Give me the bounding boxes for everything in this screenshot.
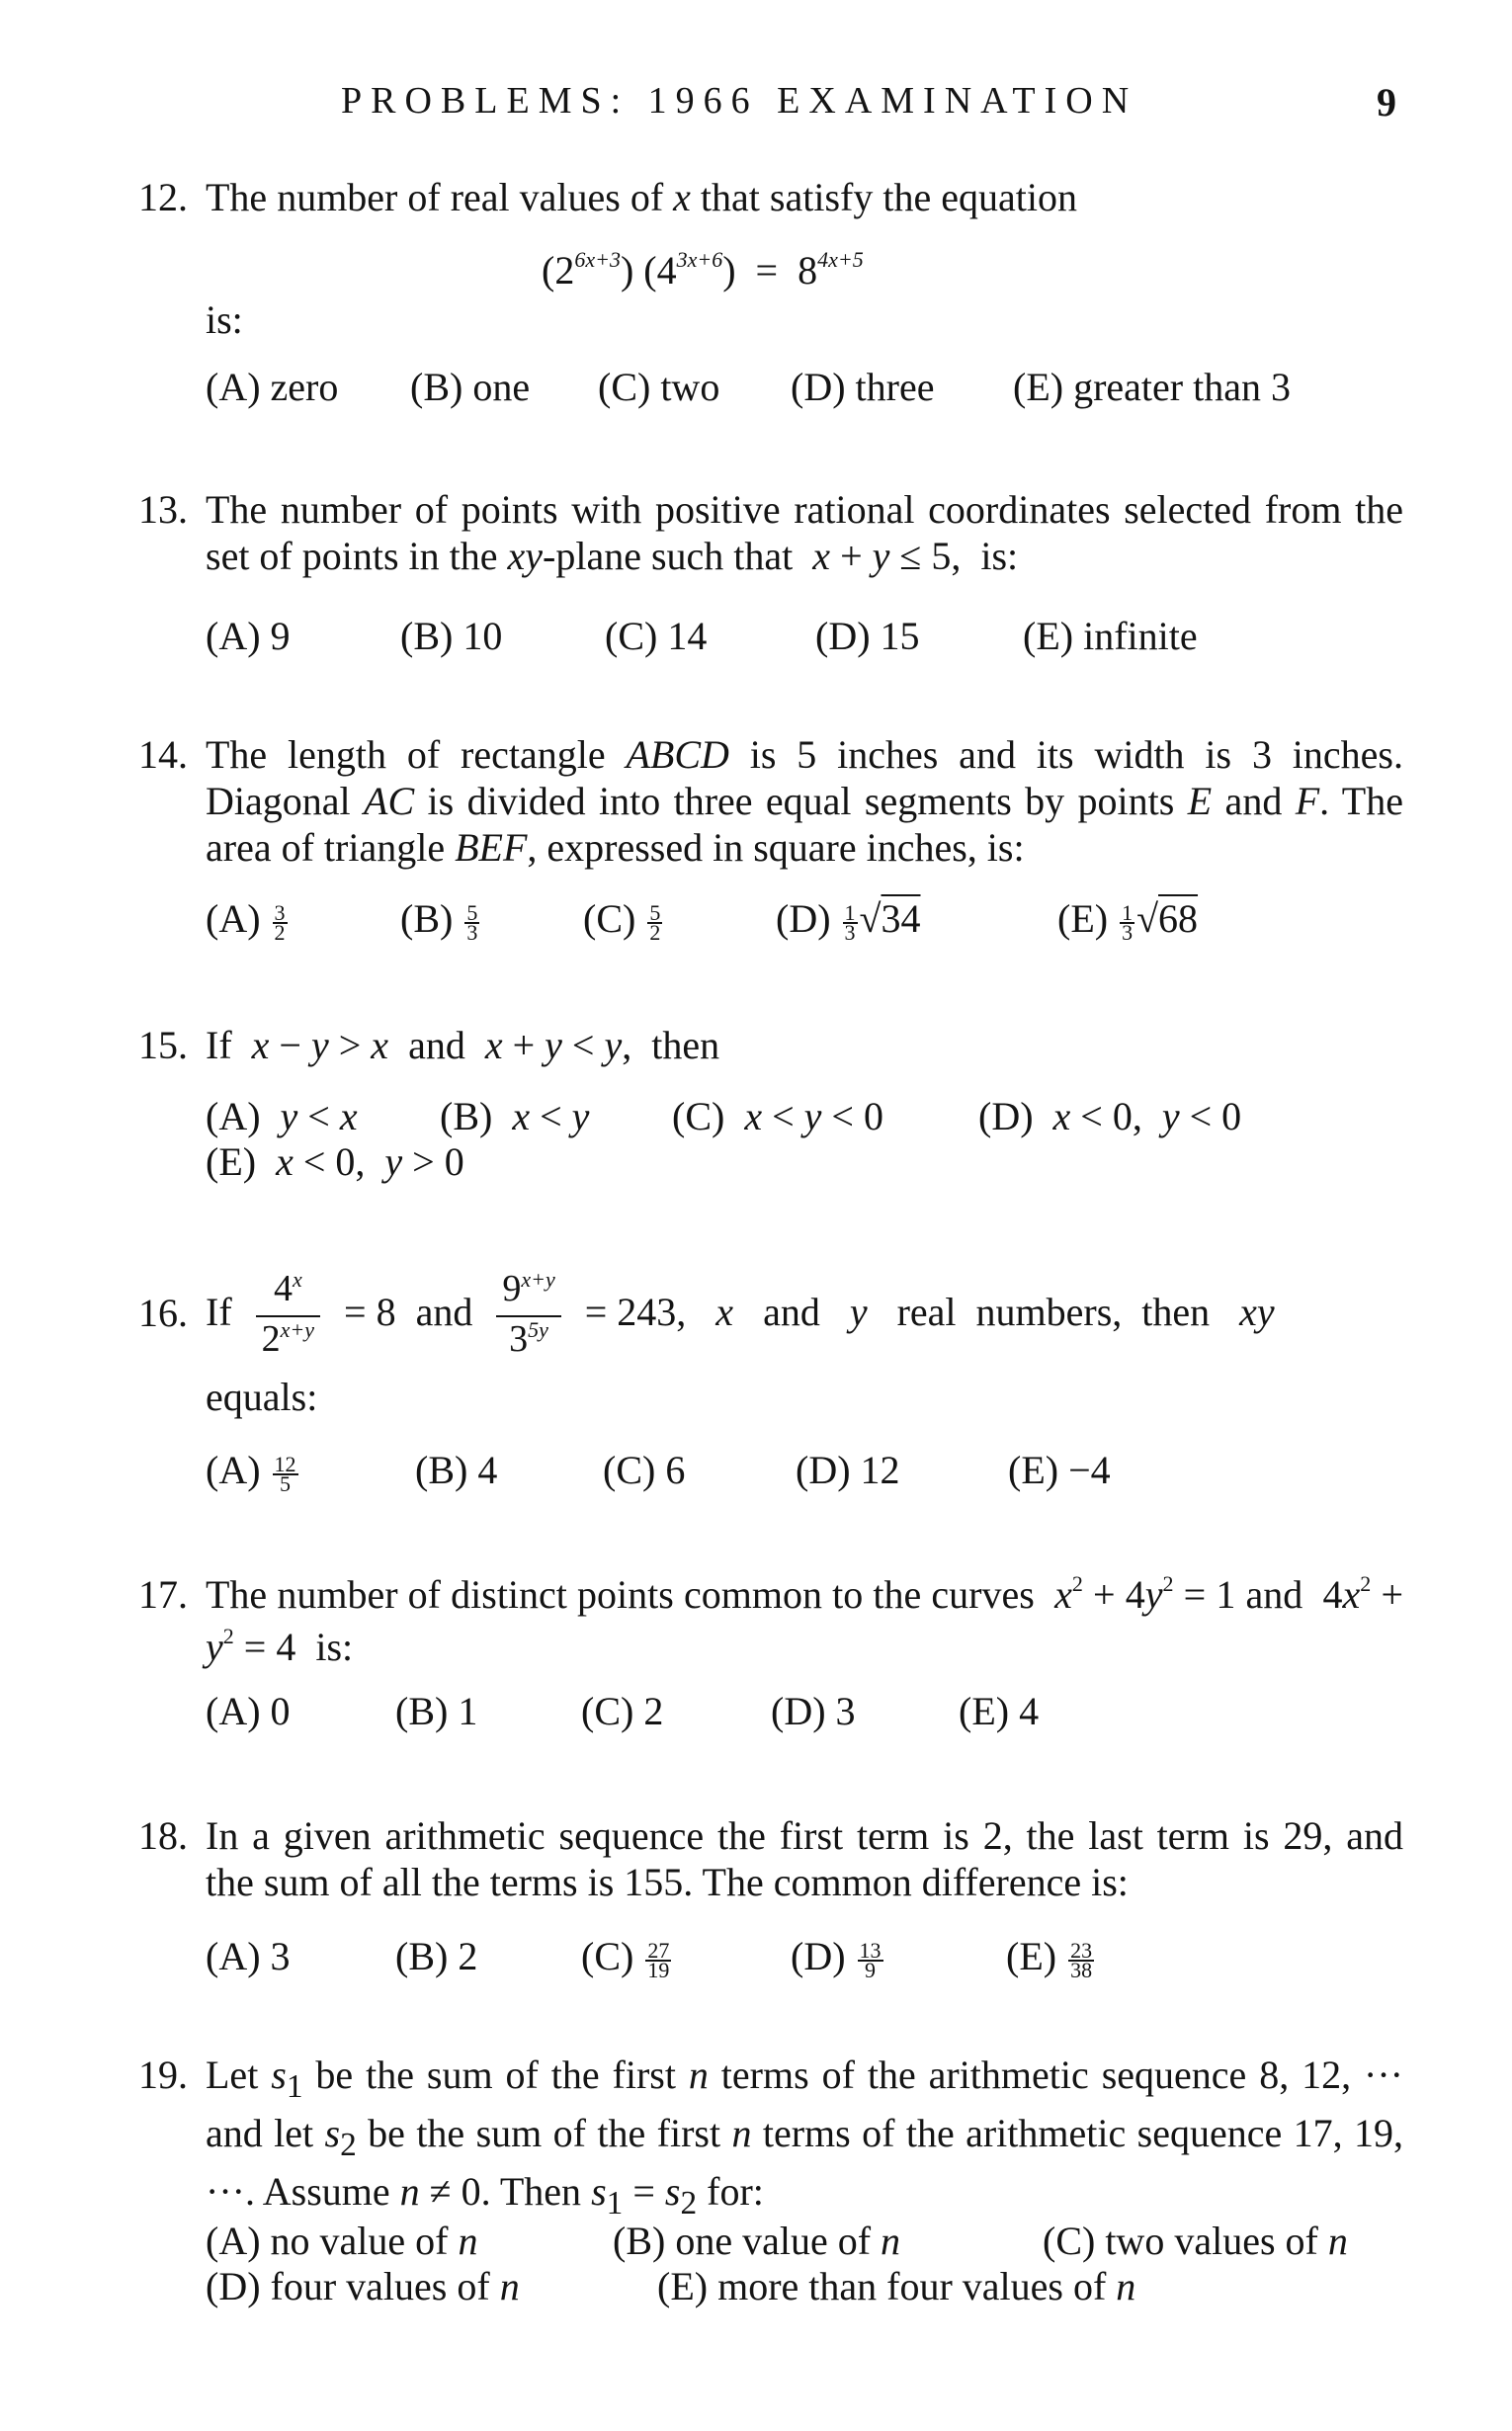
problem-number: 17.: [138, 1572, 188, 1617]
problem-stem: The length of rectangle ABCD is 5 inches and its width is 3 inches. Diagonal AC is divided into three equal segments by points E and F. The area of triangle BEF, expressed in square inches, is:: [206, 732, 1403, 870]
option-d: (D) 15: [815, 614, 920, 658]
problem-stem: The number of distinct points common to the curves $x^2 + 4y^2 = 1$ and $4x^2 + y^2 = 4$ is:: [206, 1571, 1404, 1669]
page-number: 9: [1377, 80, 1396, 125]
option-b: (B) x < y: [440, 1094, 590, 1138]
option-d: (D) x < 0, y < 0: [978, 1094, 1242, 1138]
option-d: (D) three: [791, 365, 935, 409]
option-e: (E) $\frac{23}{38}$: [1006, 1934, 1093, 1982]
option-b: (B) one value of n: [613, 2219, 901, 2263]
option-b: (B) $\frac{5}{3}$: [400, 896, 478, 945]
option-c: (C) 14: [605, 614, 708, 658]
option-b: (B) 10: [400, 614, 503, 658]
option-a: (A) zero: [206, 365, 339, 409]
problem-tail: equals:: [206, 1375, 318, 1419]
option-c: (C) two: [598, 365, 720, 409]
option-d: (D) $\frac{13}{9}$: [791, 1934, 882, 1982]
option-e: (E) greater than 3: [1013, 365, 1291, 409]
problem-number: 18.: [138, 1813, 188, 1858]
option-c: (C) $\frac{27}{19}$: [581, 1934, 670, 1982]
option-d: (D) 3: [771, 1689, 856, 1733]
option-b: (B) one: [410, 365, 531, 409]
option-c: (C) 6: [603, 1448, 686, 1492]
problem-number: 19.: [138, 2053, 188, 2097]
option-b: (B) 4: [415, 1448, 498, 1492]
option-c: (C) $\frac{5}{2}$: [583, 896, 661, 945]
option-e: (E) infinite: [1023, 614, 1198, 658]
problem-number: 14.: [138, 732, 188, 777]
option-c: (C) x < y < 0: [672, 1094, 883, 1138]
problem-stem: In a given arithmetic sequence the first term is 2, the last term is 29, and the sum of all the terms is 155. The common difference is:: [206, 1813, 1403, 1904]
problem-number: 13.: [138, 487, 188, 532]
option-d: (D) 12: [796, 1448, 900, 1492]
problem-equation: $(2^{6x+3}) (4^{3x+6}) = 8^{4x+5}$: [542, 247, 864, 293]
option-a: (A) 9: [206, 614, 291, 658]
option-c: (C) two values of n: [1043, 2219, 1348, 2263]
option-b: (B) 1: [395, 1689, 478, 1733]
problem-number: 15.: [138, 1023, 188, 1067]
problem-tail: is:: [206, 297, 243, 342]
problem-number: 12.: [138, 175, 188, 219]
option-d: (D) $\frac{1}{3}$ √34: [776, 896, 921, 945]
problem-stem: The number of real values of x that satisfy the equation: [206, 175, 1077, 219]
option-e: (E) $\frac{1}{3}$ √68: [1057, 896, 1199, 945]
option-e: (E) −4: [1008, 1448, 1111, 1492]
option-a: (A) $\frac{12}{5}$: [206, 1448, 296, 1496]
option-a: (A) 3: [206, 1934, 291, 1978]
option-a: (A) 0: [206, 1689, 291, 1733]
problem-stem: Let $s_1$ be the sum of the first n terms of the arithmetic sequence 8, 12, ··· and let $s_2$ be the sum of the first n terms of the arithmetic sequence 17, 19, ···. Assume n ≠ 0. Then $s_1 = s_2$ for:: [206, 2053, 1404, 2221]
option-a: (A) $\frac{3}{2}$: [206, 896, 286, 945]
option-b: (B) 2: [395, 1934, 478, 1978]
option-e: (E) x < 0, y > 0: [206, 1139, 464, 1184]
option-c: (C) 2: [581, 1689, 664, 1733]
running-head: PROBLEMS: 1966 EXAMINATION: [341, 80, 1138, 122]
option-e: (E) 4: [959, 1689, 1040, 1733]
option-e: (E) more than four values of n: [657, 2264, 1136, 2308]
problem-stem: If $\frac{4^x}{2^{x+y}}$ = 8 and $\frac{9^{x+y}}{3^{5y}}$ = 243, x and y real numbers, then xy: [206, 1266, 1275, 1360]
problem-number: 16.: [138, 1291, 188, 1335]
option-a: (A) y < x: [206, 1094, 358, 1138]
problem-stem: The number of points with positive rational coordinates selected from the set of points in the xy-plane such that x + y ≤ 5, is:: [206, 487, 1403, 578]
problem-stem: If x − y > x and x + y < y, then: [206, 1023, 720, 1067]
option-a: (A) no value of n: [206, 2219, 478, 2263]
option-d: (D) four values of n: [206, 2264, 520, 2308]
